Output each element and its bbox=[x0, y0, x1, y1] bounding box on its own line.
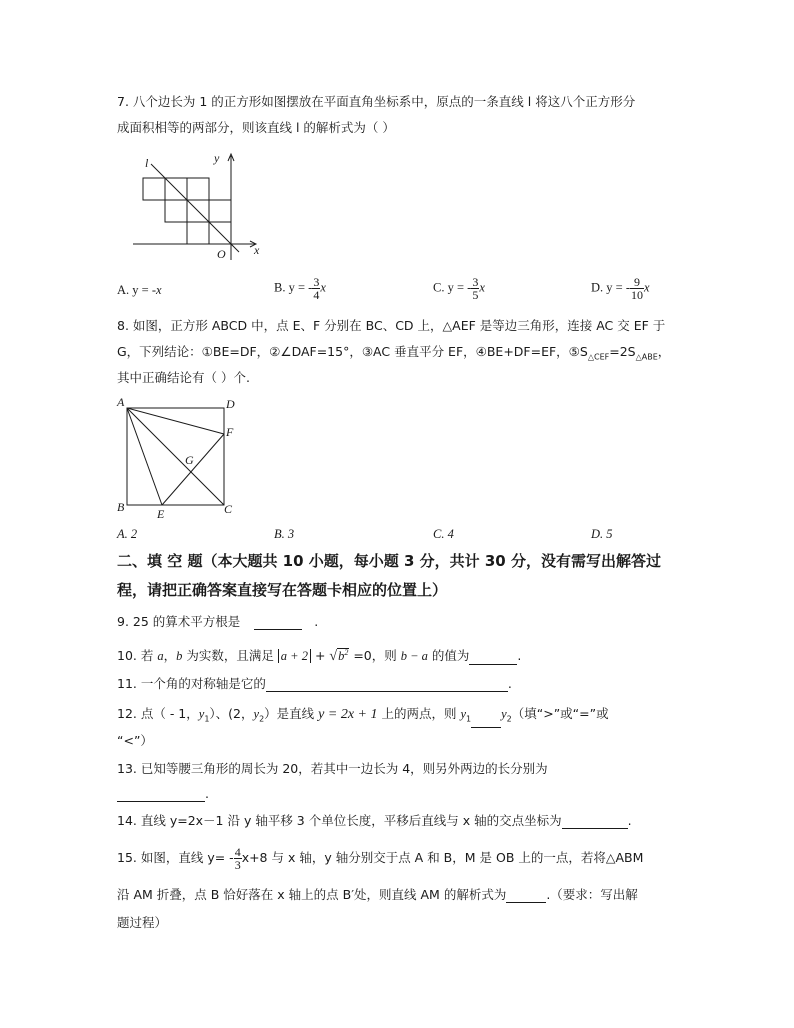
q12-answer-blank bbox=[471, 715, 501, 728]
q7-square bbox=[187, 222, 209, 244]
q7-label-y: y bbox=[214, 151, 220, 165]
q9-answer-blank bbox=[254, 617, 302, 630]
q8-stem-line3: 其中正确结论有（ ）个. bbox=[117, 370, 250, 385]
q8-label-e: E bbox=[157, 507, 165, 521]
q7-label-l: l bbox=[145, 156, 149, 170]
q15-text-line3: 题过程） bbox=[117, 915, 168, 930]
q8-label-f: F bbox=[226, 425, 234, 439]
q8-option-c: C. 4 bbox=[433, 527, 454, 541]
q12-text-line2: “<”） bbox=[117, 733, 153, 748]
section2-heading-line2: 程，请把正确答案直接写在答题卡相应的位置上） bbox=[117, 581, 448, 599]
q8-label-c: C bbox=[224, 502, 233, 516]
q8-option-d: D. 5 bbox=[591, 527, 613, 541]
q8-label-a: A bbox=[117, 395, 125, 409]
q8-label-d: D bbox=[226, 397, 235, 411]
q8-segment-af bbox=[127, 408, 224, 434]
q7-stem-line1: 7. 八个边长为 1 的正方形如图摆放在平面直角坐标系中，原点的一条直线 l 将这八个正方形分 bbox=[117, 94, 636, 109]
q7-option-b: B. y = - $\frac{3}{4}$ x bbox=[274, 275, 326, 302]
q10-text: 10. 若 a，b 为实数，且满足 $a + 2 + √b^2 =0$，则 b − a 的值为 . bbox=[117, 648, 522, 665]
q7-square bbox=[143, 178, 165, 200]
q7-square bbox=[165, 200, 187, 222]
q14-text: 14. 直线 y=2x－1 沿 y 轴平移 3 个单位长度，平移后直线与 x 轴的交点坐标为 . bbox=[117, 813, 632, 828]
q8-option-b: B. 3 bbox=[274, 527, 295, 541]
q10-answer-blank bbox=[469, 652, 517, 665]
q7-line-l bbox=[151, 164, 239, 252]
q8-label-b: B bbox=[117, 500, 125, 514]
q7-square bbox=[209, 200, 231, 222]
q13-answer-line: . bbox=[117, 786, 209, 802]
q8-stem-line2: G，下列结论：①BE=DF，②∠DAF=15°，③AC 垂直平分 EF，④BE+DF=EF，$⑤S_{\triangle CEF}=2S_{\triangle ABE}$， bbox=[117, 344, 671, 362]
q7-option-d: D. y = - $\frac{9}{10}$ x bbox=[591, 275, 650, 302]
q13-text: 13. 已知等腰三角形的周长为 20，若其中一边长为 4，则另外两边的长分别为 bbox=[117, 761, 548, 776]
q8-option-a: A. 2 bbox=[117, 527, 138, 541]
q12-text-line1: 12. 点（ - 1，$y_1$）、(2，$y_2$）是直线 y = 2x + 1 上的两点，则 $y_1$ $y_2$（填“>”或“=”或 bbox=[117, 706, 609, 728]
q7-square bbox=[187, 178, 209, 200]
q8-diagonal-ac bbox=[127, 408, 224, 505]
section2-heading-line1: 二、填 空 题（本大题共 10 小题，每小题 3 分，共计 30 分，没有需写出解答过 bbox=[117, 552, 661, 570]
q11-text: 11. 一个角的对称轴是它的 . bbox=[117, 676, 512, 691]
q8-figure bbox=[112, 394, 242, 520]
q15-text-line2: 沿 AM 折叠，点 B 恰好落在 x 轴上的点 B′处，则直线 AM 的解析式为 .（要求：写出解 bbox=[117, 887, 638, 902]
q7-option-c: C. y = - $\frac{3}{5}$ x bbox=[433, 275, 485, 302]
q13-answer-blank bbox=[117, 789, 205, 802]
q15-answer-blank bbox=[506, 890, 546, 903]
q7-label-x: x bbox=[254, 243, 260, 257]
q7-stem-line2: 成面积相等的两部分，则该直线 l 的解析式为（ ） bbox=[117, 120, 395, 135]
q7-label-origin: O bbox=[217, 247, 226, 261]
q8-label-g: G bbox=[185, 453, 194, 467]
q7-figure bbox=[125, 150, 275, 262]
q14-answer-blank bbox=[562, 816, 628, 829]
q7-option-a: A. y = -x bbox=[117, 283, 162, 297]
q15-text-line1: 15. 如图，直线 y= - $\frac{4}{3}$ x+8 与 x 轴，y 轴分别交于点 A 和 B，M 是 OB 上的一点，若将△ABM bbox=[117, 845, 644, 872]
q8-segment-ef bbox=[162, 434, 224, 505]
q8-segment-ae bbox=[127, 408, 162, 505]
q9-text: 9. 25 的算术平方根是 . bbox=[117, 614, 319, 629]
q8-stem-line1: 8. 如图，正方形 ABCD 中，点 E、F 分别在 BC、CD 上，△AEF 是等边三角形，连接 AC 交 EF 于 bbox=[117, 318, 666, 333]
q11-answer-blank bbox=[266, 679, 508, 692]
